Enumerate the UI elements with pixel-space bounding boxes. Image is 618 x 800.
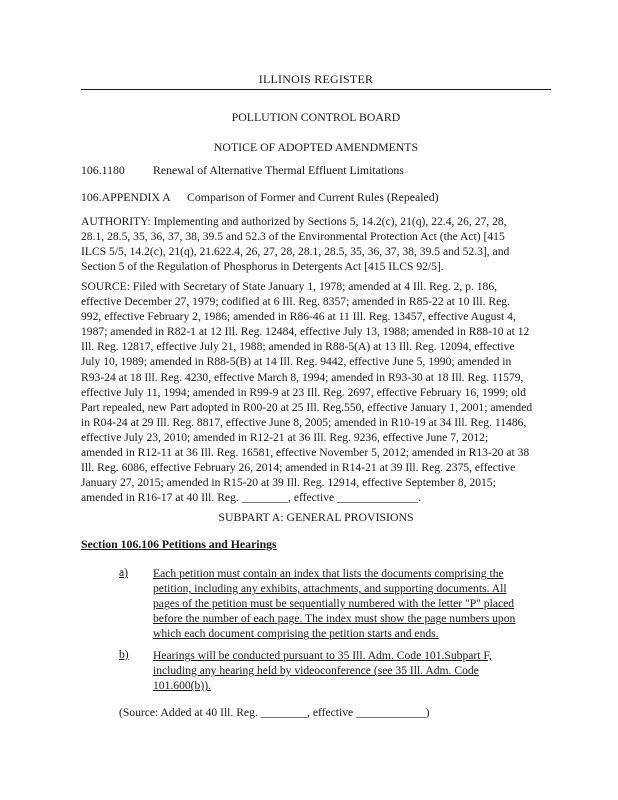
item-line: 101.600(b)). xyxy=(153,679,211,693)
source-line: effective July 23, 2010; amended in R12-21 at 36 Ill. Reg. 9236, effective June 7, 2012; xyxy=(81,430,489,444)
item-text xyxy=(153,566,573,641)
source-line: Ill. Reg. 12817, effective July 21, 1988; amended in R88-5(A) at 13 Ill. Reg. 12094, effective xyxy=(81,340,515,354)
source-line: 992, effective February 2, 1986; amended in R86-46 at 11 Ill. Reg. 13457, effective August 4, xyxy=(81,310,516,324)
item-label: b) xyxy=(119,648,129,661)
agency-title: POLLUTION CONTROL BOARD xyxy=(231,110,401,124)
authority-paragraph xyxy=(81,214,561,274)
source-line: 1987; amended in R82-1 at 12 Ill. Reg. 12484, effective July 13, 1988; amended in R88-10 at 12 xyxy=(81,325,530,339)
item-label: a) xyxy=(119,566,129,579)
authority-line: AUTHORITY: Implementing and authorized by Sections 5, 14.2(c), 21(q), 22.4, 26, 27, 28, xyxy=(81,215,507,228)
header-rule xyxy=(81,89,551,90)
toc-title: Comparison of Former and Current Rules (Repealed) xyxy=(187,190,439,204)
source-line: in R04-24 at 29 Ill. Reg. 8817, effective June 8, 2005; amended in R10-19 at 34 Ill. Reg. 11486, xyxy=(81,415,527,429)
toc-number: 106.APPENDIX A xyxy=(81,190,171,204)
notice-title: NOTICE OF ADOPTED AMENDMENTS xyxy=(213,140,419,154)
authority-line: Section 5 of the Regulation of Phosphorus in Detergents Act [415 ILCS 92/5]. xyxy=(81,260,444,274)
item-text xyxy=(153,648,573,693)
item-line: which each document comprising the petition starts and ends. xyxy=(153,627,439,641)
subpart-heading: SUBPART A: GENERAL PROVISIONS xyxy=(218,510,414,524)
source-paragraph xyxy=(81,279,561,505)
source-line: effective December 27, 1979; codified at 6 Ill. Reg. 8357; amended in R85-22 at 10 Ill. Reg. xyxy=(81,295,510,309)
source-line: Part repealed, new Part adopted in R00-20 at 25 Ill. Reg.550, effective January 1, 2001; amended xyxy=(81,400,533,414)
toc-entry xyxy=(81,190,561,205)
source-line: effective July 11, 1994; amended in R99-9 at 23 Ill. Reg. 2697, effective February 16, 1999; old xyxy=(81,385,527,399)
item-line: including any hearing held by videoconference (see 35 Ill. Adm. Code xyxy=(153,664,479,678)
source-line: R93-24 at 18 Ill. Reg. 4230, effective March 8, 1994; amended in R93-30 at 18 Ill. Reg. 11579, xyxy=(81,370,524,384)
item-line: petition, including any exhibits, attachments, and supporting documents. All xyxy=(153,582,507,596)
authority-line: 28.1, 28.5, 35, 36, 37, 38, 39.5 and 52.3 of the Environmental Protection Act (the Act) [415 xyxy=(81,230,505,244)
source-line: amended in R16-17 at 40 Ill. Reg. ________, effective ______________. xyxy=(81,491,422,505)
authority-line: ILCS 5/5, 14.2(c), 21(q), 21.622.4, 26, 27, 28, 28.1, 28.5, 35, 36, 37, 38, 39.5 and 52.3], and xyxy=(81,245,510,259)
source-line: amended in R12-11 at 36 Ill. Reg. 16581, effective November 5, 2012; amended in R13-20 at 38 xyxy=(81,446,530,460)
section-heading: Section 106.106 Petitions and Hearings xyxy=(81,537,277,551)
section-source-note: (Source: Added at 40 Ill. Reg. ________, effective ____________) xyxy=(119,706,430,719)
item-line: Hearings will be conducted pursuant to 35 Ill. Adm. Code 101.Subpart F, xyxy=(153,649,492,662)
item-line: pages of the petition must be sequentially numbered with the letter "P" placed xyxy=(153,597,515,611)
source-line: January 27, 2015; amended in R15-20 at 39 Ill. Reg. 12914, effective September 8, 2015; xyxy=(81,476,496,490)
item-line: Each petition must contain an index that lists the documents comprising the xyxy=(153,567,504,580)
toc-number: 106.1180 xyxy=(81,163,125,177)
source-line: SOURCE: Filed with Secretary of State January 1, 1978; amended at 4 Ill. Reg. 2, p. 186, xyxy=(81,280,498,293)
item-line: before the number of each page. The index must show the page numbers upon xyxy=(153,612,516,626)
source-line: July 10, 1989; amended in R88-5(B) at 14 Ill. Reg. 9442, effective June 5, 1990; amended in xyxy=(81,355,512,369)
toc-title: Renewal of Alternative Thermal Effluent Limitations xyxy=(153,163,404,177)
register-header: ILLINOIS REGISTER xyxy=(258,72,374,86)
source-line: Ill. Reg. 6086, effective February 26, 2014; amended in R14-21 at 39 Ill. Reg. 2375, effective xyxy=(81,461,516,475)
toc-entry xyxy=(81,163,561,178)
